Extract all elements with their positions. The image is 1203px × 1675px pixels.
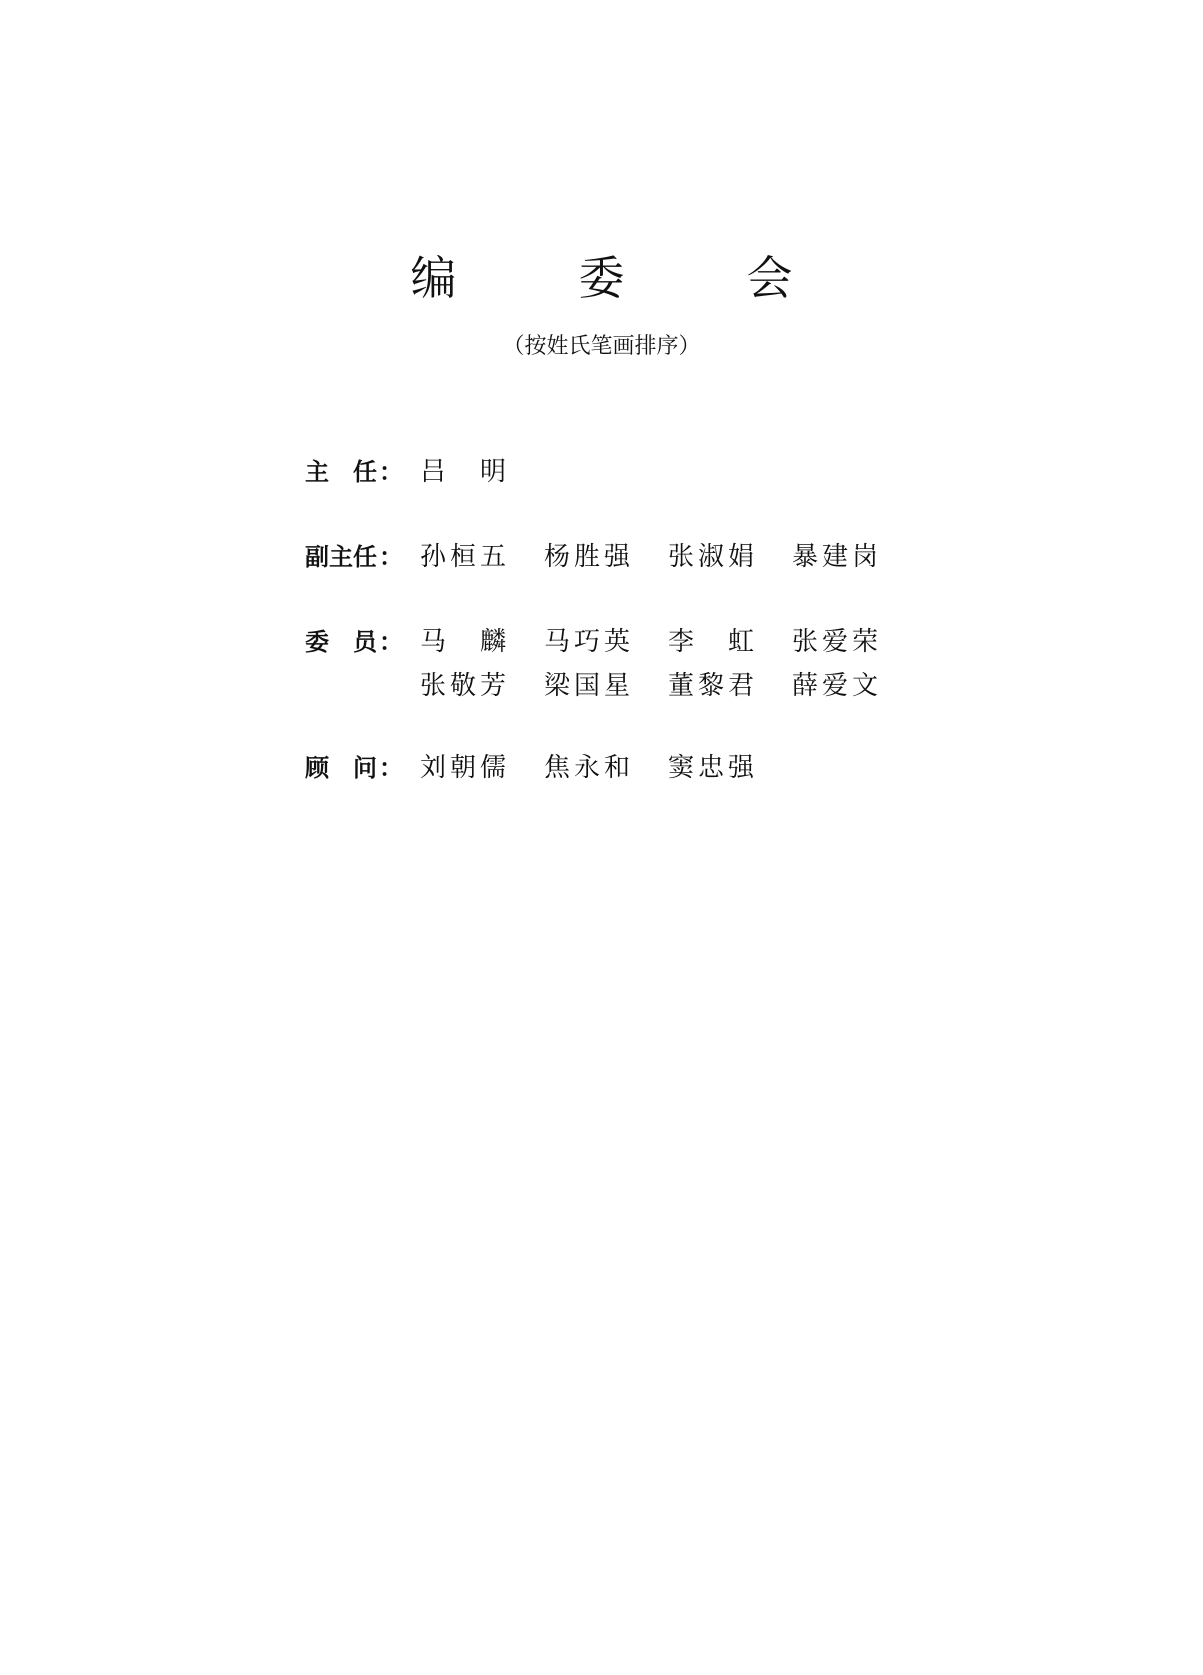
- sort-note: （按姓氏笔画排序）: [502, 334, 701, 359]
- member-name: 梁国星: [544, 671, 635, 701]
- member-name: 吕 明: [420, 457, 511, 487]
- member-name: 薛爱文: [792, 671, 883, 701]
- member-name: 刘朝儒: [420, 753, 511, 783]
- member-name: 杨胜强: [544, 542, 635, 572]
- section-advisors: [305, 748, 916, 788]
- role-colon: ：: [379, 628, 403, 656]
- member-name: 张淑娟: [668, 542, 759, 572]
- member-name: 窦忠强: [668, 753, 759, 783]
- member-name: 董黎君: [668, 671, 759, 701]
- member-name: 李 虹: [668, 627, 759, 657]
- member-name: 暴建岗: [792, 542, 883, 572]
- page-title: 编 委 会: [410, 251, 831, 305]
- section-director: [305, 452, 916, 492]
- role-label: [305, 537, 420, 577]
- role-label: [305, 748, 420, 788]
- name-list: [420, 452, 916, 492]
- member-name: 马巧英: [544, 627, 635, 657]
- member-name: 张爱荣: [792, 627, 883, 657]
- section-members: [305, 622, 916, 706]
- role-text: 主 任: [305, 458, 377, 486]
- role-text: 委 员: [305, 628, 377, 656]
- name-list: [420, 622, 916, 706]
- member-name: 马 麟: [420, 627, 511, 657]
- member-name: 孙桓五: [420, 542, 511, 572]
- role-colon: ：: [379, 458, 403, 486]
- section-deputy-director: [305, 537, 916, 577]
- name-list: [420, 537, 916, 577]
- member-name: 焦永和: [544, 753, 635, 783]
- role-colon: ：: [379, 754, 403, 782]
- role-label: [305, 452, 420, 492]
- role-text: 副主任: [305, 543, 377, 571]
- role-colon: ：: [379, 543, 403, 571]
- role-label: [305, 622, 420, 662]
- role-text: 顾 问: [305, 754, 377, 782]
- member-name: 张敬芳: [420, 671, 511, 701]
- name-list: [420, 748, 916, 788]
